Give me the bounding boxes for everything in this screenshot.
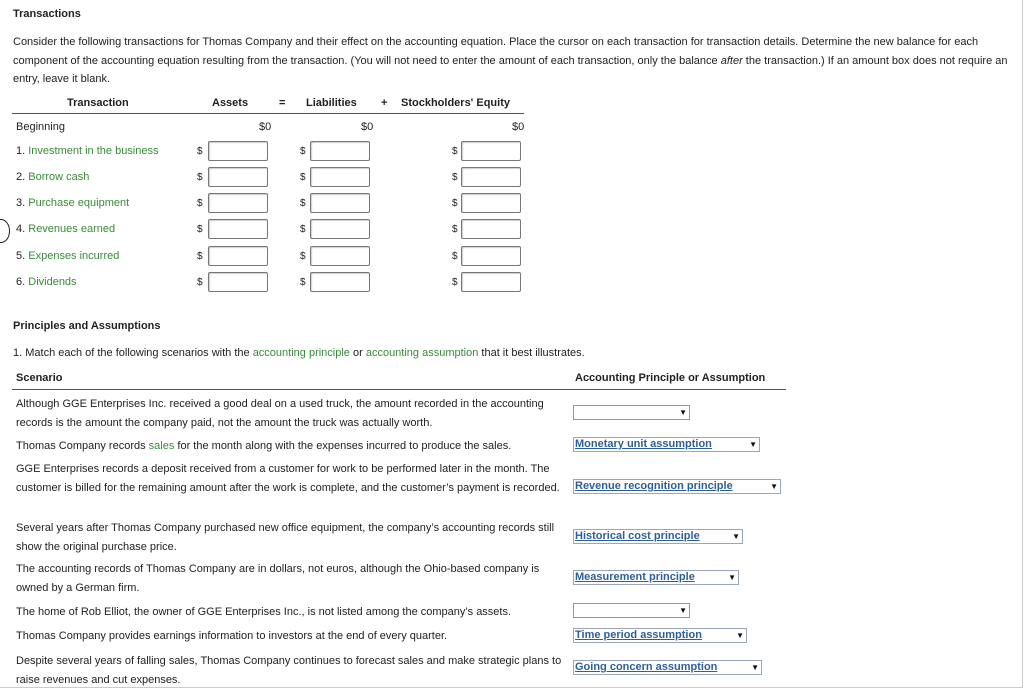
scenario-8: Despite several years of falling sales, Thomas Company continues to forecast sales and make strategic plans to raise revenues and cut expenses. <box>16 655 562 686</box>
instructions: Consider the following transactions for Thomas Company and their effect on the accounting equation. Place the cursor on each transaction for transaction details. Determine the new balance for each component of the accounting equation resulting from the transaction. (You will not need to enter the amount of each transaction, only the balance after the transaction.) If an amount box does not require an entry, leave it blank. <box>13 36 1008 85</box>
header-plus: + <box>381 97 388 109</box>
transaction-link[interactable]: Investment in the business <box>28 145 159 157</box>
answer-select-1[interactable] <box>573 405 690 420</box>
beginning-assets: $0 <box>259 121 272 133</box>
equity-input-row-4[interactable] <box>461 219 521 239</box>
row-number: 3. <box>16 197 26 209</box>
liabilities-input-row-3[interactable] <box>310 193 370 213</box>
assets-input-row-5[interactable] <box>208 246 268 266</box>
currency-symbol: $ <box>197 224 203 235</box>
scenario-3: GGE Enterprises records a deposit received from a customer for work to be performed later in the month. The customer is billed for the remaining amount after the work is complete, and the customer’s payment is recorded. <box>16 463 560 494</box>
transactions-title: Transactions <box>13 8 81 20</box>
header-equity: Stockholders' Equity <box>401 97 510 109</box>
transaction-row-label[interactable] <box>16 276 77 288</box>
currency-symbol: $ <box>300 172 306 183</box>
transaction-row-label[interactable] <box>16 145 159 157</box>
transaction-link[interactable]: Purchase equipment <box>28 197 130 209</box>
dropdown-arrow-icon: ▼ <box>679 606 687 615</box>
transaction-row-label[interactable] <box>16 223 115 235</box>
header-transaction: Transaction <box>67 97 129 109</box>
dropdown-arrow-icon: ▼ <box>679 408 687 417</box>
dropdown-arrow-icon: ▼ <box>751 663 759 672</box>
currency-symbol: $ <box>452 224 458 235</box>
currency-symbol: $ <box>300 251 306 262</box>
currency-symbol: $ <box>452 146 458 157</box>
scenario-1: Although GGE Enterprises Inc. received a good deal on a used truck, the amount recorded in the accounting records is the amount the company paid, not the amount the truck was actually worth. <box>16 398 544 429</box>
currency-symbol: $ <box>452 277 458 288</box>
assets-input-row-4[interactable] <box>208 219 268 239</box>
answer-select-3[interactable]: Revenue recognition principle ▼ <box>573 479 781 494</box>
row-number: 5. <box>16 250 26 262</box>
currency-symbol: $ <box>300 277 306 288</box>
liabilities-input-row-5[interactable] <box>310 246 370 266</box>
link-sales[interactable]: sales <box>148 440 175 452</box>
currency-symbol: $ <box>197 277 203 288</box>
assets-input-row-1[interactable] <box>208 141 268 161</box>
equity-input-row-6[interactable] <box>461 272 521 292</box>
currency-symbol: $ <box>452 172 458 183</box>
scenario-7: Thomas Company provides earnings information to investors at the end of every quarter. <box>16 630 448 642</box>
scenario-header: Scenario <box>16 372 63 384</box>
row-number: 1. <box>16 145 26 157</box>
link-accounting-principle[interactable]: accounting principle <box>252 347 350 359</box>
scenario-2: Thomas Company records sales for the month along with the expenses incurred to produce the sales. <box>16 440 512 452</box>
answer-header: Accounting Principle or Assumption <box>575 372 766 384</box>
transaction-row-label[interactable] <box>16 171 89 183</box>
row-number: 6. <box>16 276 26 288</box>
liabilities-input-row-4[interactable] <box>310 219 370 239</box>
currency-symbol: $ <box>197 198 203 209</box>
scenario-divider <box>12 389 786 390</box>
currency-symbol: $ <box>452 198 458 209</box>
currency-symbol: $ <box>300 146 306 157</box>
transaction-link[interactable]: Revenues earned <box>28 223 116 235</box>
scenario-5: The accounting records of Thomas Company are in dollars, not euros, although the Ohio-based company is owned by a German firm. <box>16 563 540 594</box>
dropdown-arrow-icon: ▼ <box>732 532 740 541</box>
header-assets: Assets <box>212 97 249 109</box>
liabilities-input-row-1[interactable] <box>310 141 370 161</box>
currency-symbol: $ <box>197 172 203 183</box>
currency-symbol: $ <box>300 224 306 235</box>
transaction-row-label[interactable] <box>16 197 129 209</box>
equity-input-row-5[interactable] <box>461 246 521 266</box>
liabilities-input-row-2[interactable] <box>310 167 370 187</box>
answer-select-2[interactable]: Monetary unit assumption ▼ <box>573 437 760 452</box>
currency-symbol: $ <box>452 251 458 262</box>
dropdown-arrow-icon: ▼ <box>749 440 757 449</box>
transaction-link[interactable]: Borrow cash <box>28 171 90 183</box>
scenario-6: The home of Rob Elliot, the owner of GGE Enterprises Inc., is not listed among the company’s assets. <box>16 606 512 618</box>
equity-input-row-2[interactable] <box>461 167 521 187</box>
dropdown-arrow-icon: ▼ <box>728 573 736 582</box>
link-accounting-assumption[interactable]: accounting assumption <box>365 347 479 359</box>
row-number: 2. <box>16 171 26 183</box>
currency-symbol: $ <box>300 198 306 209</box>
scenario-4: Several years after Thomas Company purchased new office equipment, the company’s accounting records still show the original purchase price. <box>16 522 555 553</box>
question-1: 1. Match each of the following scenarios with the accounting principle or accounting assumption that it best illustrates. <box>13 347 585 359</box>
dropdown-arrow-icon: ▼ <box>736 631 744 640</box>
beginning-label: Beginning <box>16 121 65 133</box>
row-number: 4. <box>16 223 26 235</box>
header-equals: = <box>279 97 286 109</box>
assets-input-row-3[interactable] <box>208 193 268 213</box>
dropdown-arrow-icon: ▼ <box>770 482 778 491</box>
answer-select-4[interactable]: Historical cost principle ▼ <box>573 529 743 544</box>
transaction-link[interactable]: Expenses incurred <box>28 250 120 262</box>
answer-select-6[interactable] <box>573 603 690 618</box>
header-divider <box>12 113 524 114</box>
beginning-equity: $0 <box>512 121 525 133</box>
principles-title: Principles and Assumptions <box>13 320 161 332</box>
assets-input-row-6[interactable] <box>208 272 268 292</box>
beginning-liabilities: $0 <box>361 121 374 133</box>
transaction-link[interactable]: Dividends <box>28 276 77 288</box>
answer-select-8[interactable]: Going concern assumption ▼ <box>573 660 762 675</box>
equity-input-row-1[interactable] <box>461 141 521 161</box>
currency-symbol: $ <box>197 251 203 262</box>
assets-input-row-2[interactable] <box>208 167 268 187</box>
equity-input-row-3[interactable] <box>461 193 521 213</box>
header-liabilities: Liabilities <box>306 97 357 109</box>
liabilities-input-row-6[interactable] <box>310 272 370 292</box>
answer-select-7[interactable]: Time period assumption ▼ <box>573 628 747 643</box>
currency-symbol: $ <box>197 146 203 157</box>
answer-select-5[interactable]: Measurement principle ▼ <box>573 570 739 585</box>
transaction-row-label[interactable] <box>16 250 119 262</box>
